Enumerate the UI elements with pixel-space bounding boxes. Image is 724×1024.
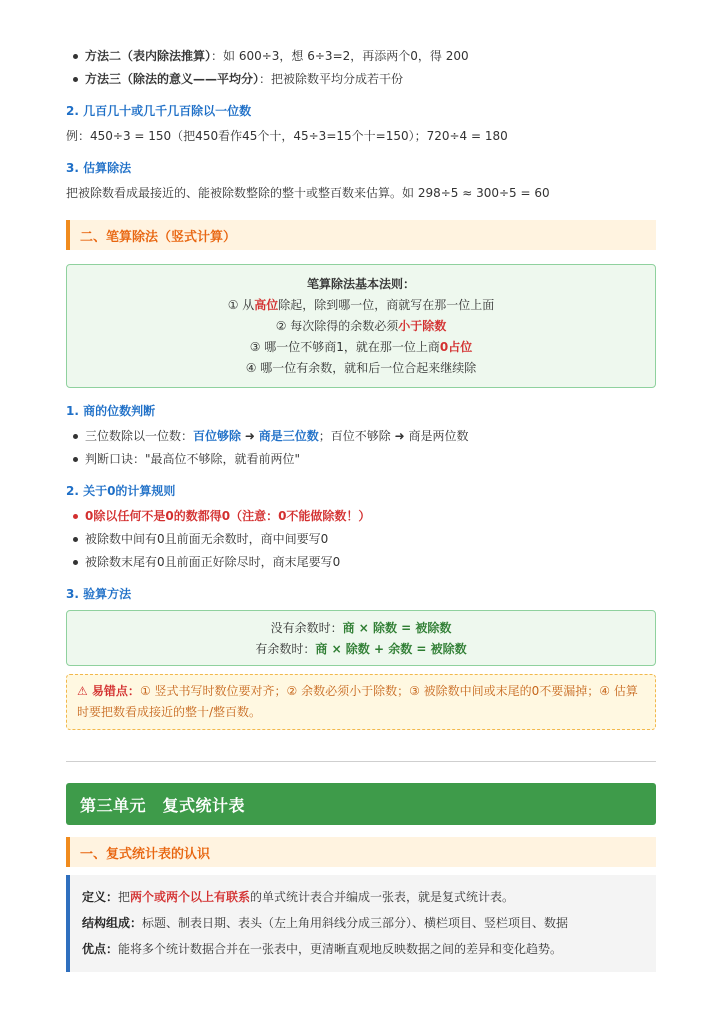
check-method-box: [66, 610, 656, 666]
structure-line: [82, 910, 644, 936]
section-compound-table: 一、复式统计表的认识: [66, 837, 656, 867]
zero-rule-item-3: 被除数末尾有0且前面正好除尽时，商末尾要写0: [66, 553, 656, 571]
rule-two-a: ② 每次除得的余数必须: [275, 319, 399, 333]
method-three-label: 方法三（除法的意义——平均分）: [85, 72, 260, 86]
check-line-2-label: 有余数时：: [255, 642, 316, 656]
subheading-check-method: 3. 验算方法: [66, 587, 132, 601]
qd-a: 三位数除以一位数：: [85, 429, 194, 443]
rule-four: ④ 哪一位有余数，就和后一位合起来继续除: [245, 361, 477, 375]
warning-text: ① 竖式书写时数位要对齐；② 余数必须小于除数；③ 被除数中间或末尾的0不要漏掉；④ 估算时要把数看成接近的整十/整百数。: [77, 684, 638, 719]
zero-rule-item-2: 被除数中间有0且前面无余数时，商中间要写0: [66, 530, 656, 548]
subheading-estimation: 3. 估算除法: [66, 161, 132, 175]
section-written-division: 二、笔算除法（竖式计算）: [66, 220, 656, 250]
qd-d: ；百位不够除: [318, 429, 391, 443]
advantage-line: [82, 936, 644, 962]
method-two-text: ：如 600÷3，想 6÷3=2，再添两个0，得 200: [211, 49, 469, 63]
rule-three-highlight: 0占位: [439, 340, 473, 354]
subheading-quotient-digits: 1. 商的位数判断: [66, 404, 156, 418]
warning-label: ⚠ 易错点：: [77, 684, 140, 698]
division-rules-box: [66, 264, 656, 388]
rule-one-a: ① 从: [227, 298, 255, 312]
check-line-1-formula: 商 × 除数 = 被除数: [342, 621, 452, 635]
check-line-1: [67, 618, 655, 639]
advantage-text: 能将多个统计数据合并在一张表中，更清晰直观地反映数据之间的差异和变化趋势。: [118, 942, 563, 956]
check-line-1-label: 没有余数时：: [270, 621, 343, 635]
method-two-item: [66, 47, 656, 65]
structure-text: 标题、制表日期、表头（左上角用斜线分成三部分）、横栏项目、竖栏项目、数据: [142, 916, 569, 930]
zero-rule-highlight: 0除以任何不是0的数都得0: [85, 509, 231, 523]
qd-c: 商是三位数: [258, 429, 319, 443]
rule-one-c: 除起，除到哪一位，商就写在那一位上面: [278, 298, 495, 312]
hundreds-division-example: 例：450÷3 = 150（把450看作45个十，45÷3=15个十=150）；720÷4 = 180: [66, 129, 508, 143]
qd-b: 百位够除: [193, 429, 242, 443]
method-two-label: 方法二（表内除法推算）: [85, 49, 212, 63]
definition-line: [82, 884, 644, 910]
unit-three-header: [66, 783, 656, 825]
method-three-item: [66, 70, 656, 88]
check-line-2-formula: 商 × 除数 + 余数 = 被除数: [315, 642, 467, 656]
definition-key: 定义：: [82, 890, 119, 904]
definition-text-a: 把: [118, 890, 131, 904]
rules-title: 笔算除法基本法则：: [306, 277, 415, 291]
rule-two-highlight: 小于除数: [398, 319, 447, 333]
mnemonic-item: 判断口诀："最高位不够除，就看前两位": [66, 450, 656, 468]
definition-box: [66, 875, 656, 972]
check-line-2: [67, 639, 655, 660]
advantage-key: 优点：: [82, 942, 119, 956]
zero-rule-note: （注意：0不能做除数！）: [230, 509, 371, 523]
subheading-zero-rules: 2. 关于0的计算规则: [66, 484, 176, 498]
estimation-text: 把被除数看成最接近的、能被除数整除的整十或整百数来估算。如 298÷5 ≈ 300÷5 = 60: [66, 186, 550, 200]
definition-highlight: 两个或两个以上有联系: [130, 890, 251, 904]
subheading-hundreds-division: 2. 几百几十或几千几百除以一位数: [66, 104, 252, 118]
rule-one: [67, 295, 655, 316]
quotient-digits-item: [66, 427, 656, 445]
structure-key: 结构组成：: [82, 916, 143, 930]
document-page: [66, 44, 656, 972]
arrow-icon: ➜: [394, 429, 405, 443]
rule-three-a: ③ 哪一位不够商1，就在那一位上商: [249, 340, 440, 354]
rule-one-highlight: 高位: [254, 298, 279, 312]
common-mistakes-box: [66, 674, 656, 730]
zero-rule-item-1: [66, 507, 656, 525]
method-three-text: ：把被除数平均分成若干份: [259, 72, 404, 86]
definition-text-c: 的单式统计表合并编成一张表，就是复式统计表。: [250, 890, 515, 904]
unit-title: 第三单元 复式统计表: [80, 795, 246, 815]
arrow-icon: ➜: [244, 429, 255, 443]
rule-three: [67, 337, 655, 358]
qd-e: 商是两位数: [408, 429, 469, 443]
section-divider: [66, 761, 656, 762]
rule-two: [67, 316, 655, 337]
